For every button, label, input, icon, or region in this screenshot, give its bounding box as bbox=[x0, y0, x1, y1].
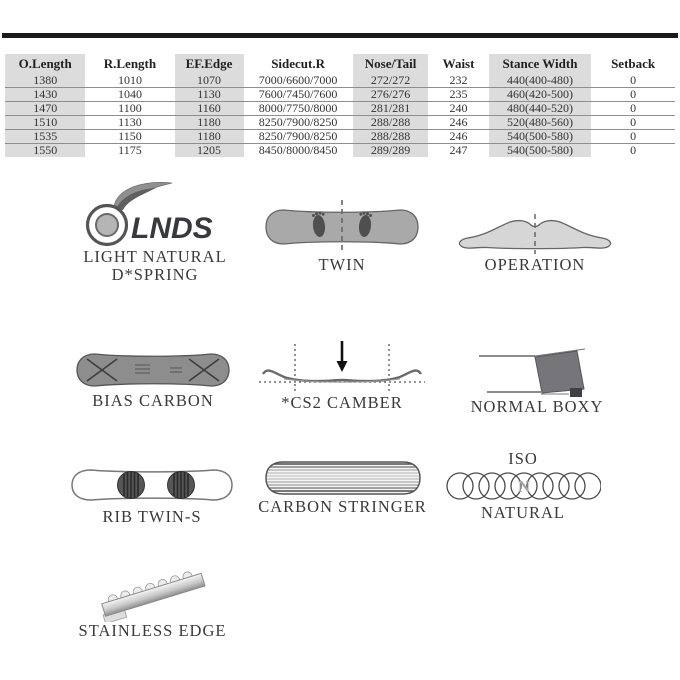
table-cell: 288/288 bbox=[353, 116, 429, 130]
table-cell: 0 bbox=[630, 115, 637, 129]
table-cell: 272/272 bbox=[353, 74, 429, 88]
carbon-stringer-board-icon bbox=[263, 458, 423, 498]
table-cell: 1205 bbox=[175, 144, 244, 158]
table-cell: 1150 bbox=[118, 129, 142, 143]
table-cell: 8000/7750/8000 bbox=[258, 101, 338, 115]
column-header-r-length: R.Length bbox=[103, 56, 157, 71]
lnds-logo-icon bbox=[80, 180, 230, 248]
table-cell: 0 bbox=[630, 101, 637, 115]
table-cell: 1180 bbox=[175, 116, 244, 130]
table-cell: 246 bbox=[449, 129, 468, 143]
table-cell: 240 bbox=[449, 101, 468, 115]
column-header-nose-tail: Nose/Tail bbox=[353, 54, 429, 74]
table-cell: 281/281 bbox=[353, 102, 429, 116]
table-cell: 1550 bbox=[5, 144, 85, 158]
feature-label: LIGHT NATURAL bbox=[83, 247, 227, 266]
cs2-camber-profile-icon bbox=[257, 336, 427, 394]
table-row bbox=[5, 130, 675, 144]
table-cell: 1175 bbox=[118, 143, 142, 157]
feature-label: NORMAL BOXY bbox=[470, 397, 604, 416]
feature-rib-twin-s bbox=[62, 464, 242, 526]
table-cell: 440(400-480) bbox=[489, 74, 592, 88]
column-header-o-length: O.Length bbox=[5, 54, 85, 74]
table-cell: 480(440-520) bbox=[489, 102, 592, 116]
table-cell: 8450/8000/8450 bbox=[258, 143, 338, 157]
table-cell: 289/289 bbox=[353, 144, 429, 158]
feature-label: OPERATION bbox=[484, 255, 586, 274]
feature-operation bbox=[452, 210, 618, 274]
feature-label: CARBON STRINGER bbox=[258, 497, 427, 516]
feature-label: STAINLESS EDGE bbox=[78, 621, 227, 640]
normal-boxy-sidewall-icon bbox=[477, 340, 597, 398]
table-cell: 288/288 bbox=[353, 130, 429, 144]
table-cell: 520(480-560) bbox=[489, 116, 592, 130]
down-arrow-icon bbox=[337, 341, 348, 372]
feature-label: RIB TWIN-S bbox=[102, 507, 202, 526]
column-header-sidecut-r: Sidecut.R bbox=[271, 56, 325, 71]
iso-natural-rings-icon bbox=[445, 468, 601, 504]
rib-disc-left bbox=[118, 472, 145, 499]
table-cell: 1430 bbox=[5, 88, 85, 102]
table-cell: 232 bbox=[449, 73, 468, 87]
column-header-ef-edge: EF.Edge bbox=[175, 54, 244, 74]
table-row bbox=[5, 116, 675, 130]
table-cell: 246 bbox=[449, 115, 468, 129]
rib-twin-s-board-icon bbox=[67, 464, 237, 508]
feature-lnds bbox=[50, 180, 260, 285]
lnds-ring-center bbox=[96, 214, 118, 236]
top-divider-rule bbox=[2, 33, 678, 38]
feature-label: BIAS CARBON bbox=[92, 391, 214, 410]
twin-board-icon bbox=[261, 198, 423, 256]
table-cell: 540(500-580) bbox=[489, 130, 592, 144]
table-cell: 1535 bbox=[5, 130, 85, 144]
table-cell: 0 bbox=[630, 129, 637, 143]
table-cell: 276/276 bbox=[353, 88, 429, 102]
table-cell: 1040 bbox=[117, 87, 142, 101]
table-cell: 1160 bbox=[175, 102, 244, 116]
table-row bbox=[5, 144, 675, 158]
table-cell: 1100 bbox=[118, 101, 142, 115]
feature-cs2-camber bbox=[256, 336, 428, 412]
table-cell: 235 bbox=[449, 87, 468, 101]
feature-twin bbox=[258, 198, 426, 274]
table-cell: 460(420-500) bbox=[489, 88, 592, 102]
table-header-row bbox=[5, 54, 675, 74]
feature-iso-natural bbox=[442, 450, 604, 523]
table-cell: 1070 bbox=[175, 74, 244, 88]
bias-carbon-board-icon bbox=[73, 348, 233, 392]
iso-center-letter: N bbox=[517, 477, 531, 497]
spec-table-body bbox=[5, 74, 675, 157]
feature-bias-carbon bbox=[67, 348, 239, 410]
table-cell: 0 bbox=[630, 87, 637, 101]
lnds-logo-text: LNDS bbox=[131, 212, 213, 245]
table-cell: 1470 bbox=[5, 102, 85, 116]
table-row bbox=[5, 74, 675, 88]
rib-disc-right bbox=[168, 472, 195, 499]
column-header-setback: Setback bbox=[611, 56, 656, 71]
table-cell: 8250/7900/8250 bbox=[258, 115, 338, 129]
table-cell: 7600/7450/7600 bbox=[258, 87, 338, 101]
table-cell: 540(500-580) bbox=[489, 144, 592, 158]
table-cell: 247 bbox=[449, 143, 468, 157]
table-cell: 1180 bbox=[175, 130, 244, 144]
spec-table bbox=[5, 54, 675, 157]
table-cell: 1130 bbox=[175, 88, 244, 102]
feature-label: TWIN bbox=[318, 255, 366, 274]
column-header-waist: Waist bbox=[442, 56, 475, 71]
column-header-stance-width: Stance Width bbox=[489, 54, 592, 74]
feature-carbon-stringer bbox=[250, 458, 435, 516]
table-cell: 0 bbox=[630, 73, 637, 87]
feature-label: D*SPRING bbox=[111, 265, 199, 285]
table-cell: 7000/6600/7000 bbox=[258, 73, 338, 87]
operation-profile-icon bbox=[454, 210, 616, 256]
table-row bbox=[5, 88, 675, 102]
table-cell: 1130 bbox=[118, 115, 142, 129]
iso-label: ISO bbox=[508, 449, 538, 468]
feature-stainless-edge bbox=[60, 562, 245, 640]
feature-label: *CS2 CAMBER bbox=[281, 393, 403, 412]
table-cell: 1510 bbox=[5, 116, 85, 130]
table-row bbox=[5, 102, 675, 116]
stainless-edge-strip-icon bbox=[93, 562, 213, 622]
table-cell: 1010 bbox=[117, 73, 142, 87]
edge-strip-group bbox=[98, 568, 207, 622]
natural-label: NATURAL bbox=[481, 503, 565, 523]
table-cell: 0 bbox=[630, 143, 637, 157]
table-cell: 1380 bbox=[5, 74, 85, 88]
table-cell: 8250/7900/8250 bbox=[258, 129, 338, 143]
feature-normal-boxy bbox=[458, 340, 616, 416]
